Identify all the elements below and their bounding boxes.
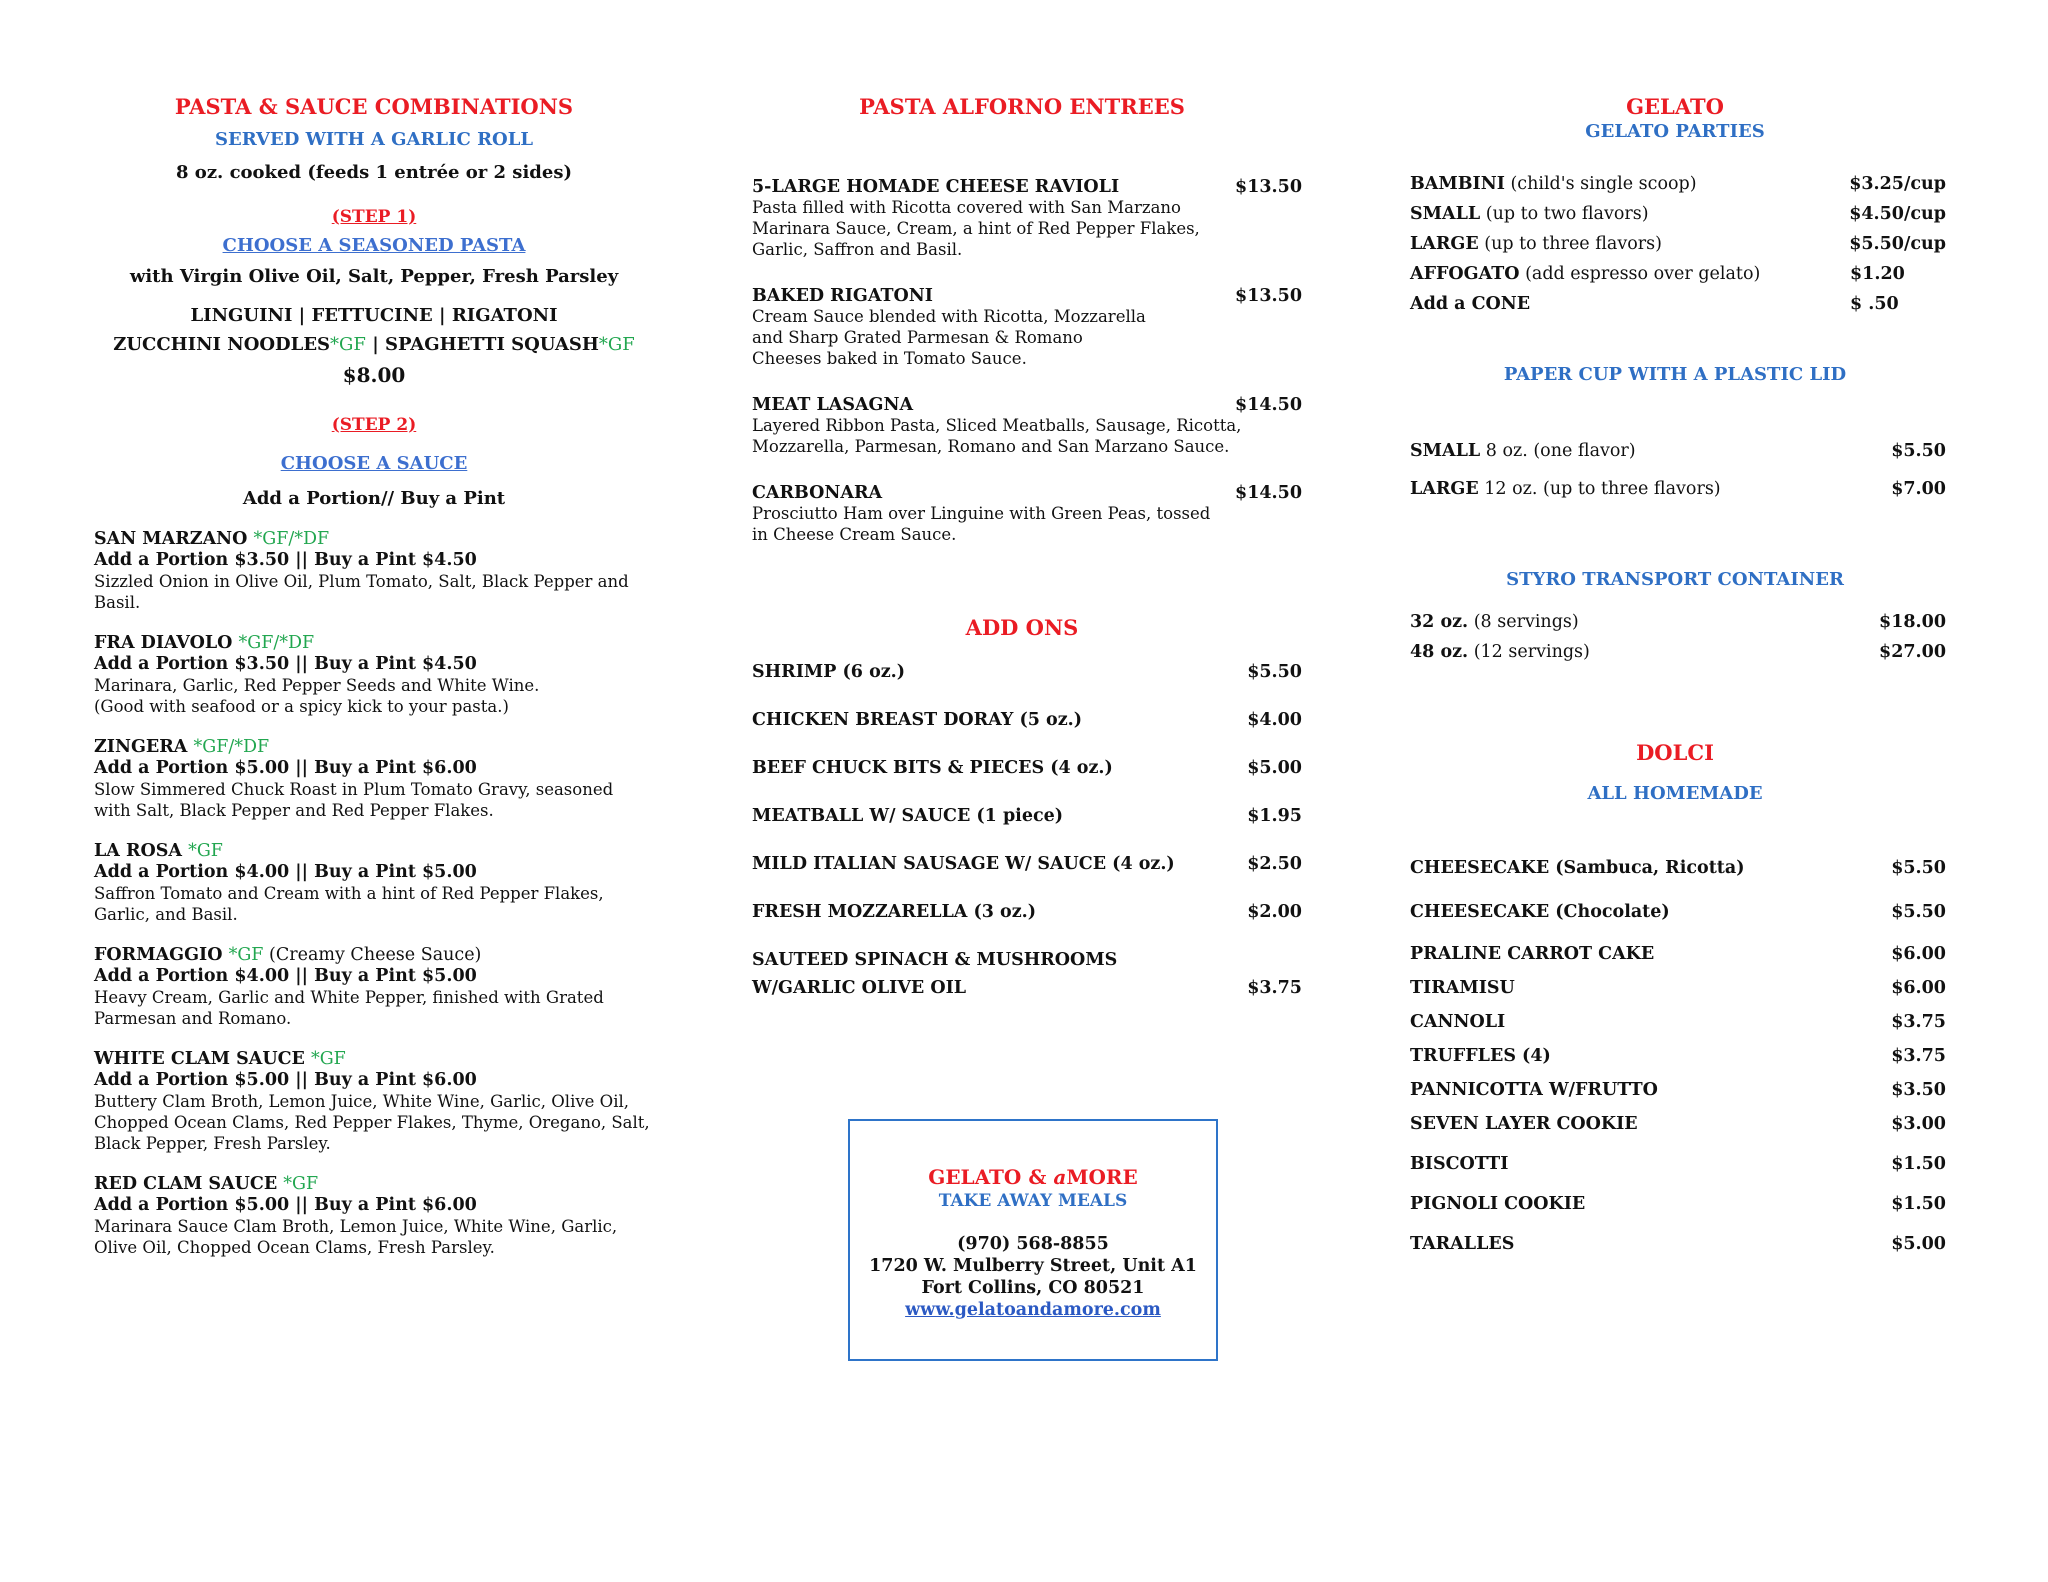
entree-item [752, 483, 1312, 545]
pasta-options-line2: ZUCCHINI NOODLES*GF | SPAGHETTI SQUASH*GF [113, 334, 635, 355]
dolci-item: CHEESECAKE (Chocolate) $5.50 [1410, 902, 1946, 922]
addon-item: MILD ITALIAN SAUSAGE W/ SAUCE (4 oz.) $2.50 [752, 854, 1302, 874]
entree-price: $14.50 [1235, 483, 1302, 503]
entree-item [752, 395, 1312, 457]
sauce-item: ZINGERA *GF/*DF Add a Portion $5.00 || Buy a Pint $6.00 Slow Simmered Chuck Roast in Plum Tomato Gravy, seasoned with Salt, Black Pepper and Red Pepper Flakes. [94, 737, 654, 821]
step1-label: (STEP 1) [331, 207, 417, 227]
dolci-item: SEVEN LAYER COOKIE $3.00 [1410, 1114, 1946, 1134]
entree-item [752, 177, 1312, 260]
scoop-item: Add a CONE $ .50 [1410, 294, 1899, 314]
entree-description: Pasta filled with Ricotta covered with San Marzano Marinara Sauce, Cream, a hint of Red Pepper Flakes, Garlic, Saffron and Basil. [752, 198, 1200, 259]
alforno-title: PASTA ALFORNO ENTREES [859, 94, 1185, 119]
sauce-description: Sizzled Onion in Olive Oil, Plum Tomato, Salt, Black Pepper and Basil. [94, 572, 629, 612]
city-address: Fort Collins, CO 80521 [921, 1278, 1145, 1298]
addon-item: SAUTEED SPINACH & MUSHROOMS [752, 950, 1118, 970]
pasta-options-line1: LINGUINI | FETTUCINE | RIGATONI [190, 305, 558, 326]
dolci-item: TIRAMISU $6.00 [1410, 978, 1946, 998]
garlic-roll-note: SERVED WITH A GARLIC ROLL [214, 129, 534, 150]
entree-list [752, 177, 1312, 545]
addon-item: FRESH MOZZARELLA (3 oz.) $2.00 [752, 902, 1302, 922]
step1-note: with Virgin Olive Oil, Salt, Pepper, Fresh Parsley [129, 266, 619, 287]
sauce-description: Marinara Sauce Clam Broth, Lemon Juice, White Wine, Garlic, Olive Oil, Chopped Ocean Clams, Fresh Parsley. [94, 1217, 618, 1257]
paper-cup-title: PAPER CUP WITH A PLASTIC LID [1503, 364, 1847, 385]
step2-label: (STEP 2) [331, 415, 417, 435]
diet-tag: *GF/*DF [193, 737, 270, 757]
diet-tag: *GF [228, 945, 264, 965]
phone-number: (970) 568-8855 [957, 1234, 1109, 1254]
addon-item: MEATBALL W/ SAUCE (1 piece) $1.95 [752, 806, 1302, 826]
styro-item: 32 oz. (8 servings) $18.00 [1410, 612, 1946, 632]
sauce-prices: Add a Portion $3.50 || Buy a Pint $4.50 [94, 550, 477, 570]
addons-title: ADD ONS [965, 615, 1079, 640]
addon-item: CHICKEN BREAST DORAY (5 oz.) $4.00 [752, 710, 1302, 730]
entree-name: BAKED RIGATONI [752, 286, 933, 306]
dolci-item: BISCOTTI $1.50 [1410, 1154, 1946, 1174]
dolci-list [1410, 858, 1970, 1254]
styro-title: STYRO TRANSPORT CONTAINER [1506, 569, 1844, 590]
gelato-column [1410, 92, 1970, 1254]
diet-tag: *GF/*DF [238, 633, 315, 653]
scoop-item: AFFOGATO (add espresso over gelato) $1.20 [1410, 264, 1905, 284]
step2-heading: CHOOSE A SAUCE [280, 453, 468, 474]
sauce-description: Heavy Cream, Garlic and White Pepper, finished with Grated Parmesan and Romano. [94, 988, 604, 1028]
contact-box [848, 1119, 1218, 1361]
sauce-description: Saffron Tomato and Cream with a hint of Red Pepper Flakes, Garlic, and Basil. [94, 884, 604, 924]
styro-item: 48 oz. (12 servings) $27.00 [1410, 642, 1946, 662]
entree-name: CARBONARA [752, 483, 883, 503]
dolci-item: CANNOLI $3.75 [1410, 1012, 1946, 1032]
contact-info [850, 1233, 1216, 1321]
gf-tag: *GF [598, 334, 635, 355]
entree-description: Prosciutto Ham over Linguine with Green Peas, tossed in Cheese Cream Sauce. [752, 504, 1211, 544]
scoop-list [1410, 174, 1970, 314]
addon-item: SHRIMP (6 oz.) $5.50 [752, 662, 1302, 682]
street-address: 1720 W. Mulberry Street, Unit A1 [869, 1256, 1197, 1276]
sauce-item: SAN MARZANO *GF/*DF Add a Portion $3.50 || Buy a Pint $4.50 Sizzled Onion in Olive Oil, Plum Tomato, Salt, Black Pepper and Basil. [94, 529, 654, 613]
dolci-item: PRALINE CARROT CAKE $6.00 [1410, 944, 1946, 964]
sauce-prices: Add a Portion $4.00 || Buy a Pint $5.00 [94, 966, 477, 986]
sauce-prices: Add a Portion $5.00 || Buy a Pint $6.00 [94, 1195, 477, 1215]
paper-cup-list [1410, 441, 1970, 499]
sauce-item: FRA DIAVOLO *GF/*DF Add a Portion $3.50 || Buy a Pint $4.50 Marinara, Garlic, Red Pepper Seeds and White Wine. (Good with seafood or a spicy kick to your pasta.) [94, 633, 654, 717]
entree-name: 5-LARGE HOMADE CHEESE RAVIOLI [752, 177, 1120, 197]
sauce-prices: Add a Portion $5.00 || Buy a Pint $6.00 [94, 758, 477, 778]
gf-tag: *GF [330, 334, 366, 355]
entree-price: $14.50 [1235, 395, 1302, 415]
size-note: 8 oz. cooked (feeds 1 entrée or 2 sides) [176, 162, 572, 183]
paper-cup-item: SMALL 8 oz. (one flavor) $5.50 [1410, 441, 1946, 461]
paper-cup-item: LARGE 12 oz. (up to three flavors) $7.00 [1410, 479, 1946, 499]
entree-name: MEAT LASAGNA [752, 395, 914, 415]
sauce-description: Marinara, Garlic, Red Pepper Seeds and White Wine. (Good with seafood or a spicy kick to your pasta.) [94, 676, 540, 716]
sauce-item: WHITE CLAM SAUCE *GF Add a Portion $5.00 || Buy a Pint $6.00 Buttery Clam Broth, Lemon Juice, White Wine, Garlic, Olive Oil, Chopped Ocean Clams, Red Pepper Flakes, Thyme, Oregano, Salt, Black Pepper, Fresh Parsley. [94, 1049, 654, 1154]
pasta-sauce-column [94, 92, 654, 1258]
scoop-item: SMALL (up to two flavors) $4.50/cup [1410, 204, 1946, 224]
entree-price: $13.50 [1235, 177, 1302, 197]
sauce-item: RED CLAM SAUCE *GF Add a Portion $5.00 || Buy a Pint $6.00 Marinara Sauce Clam Broth, Lemon Juice, White Wine, Garlic, Olive Oil, Chopped Ocean Clams, Fresh Parsley. [94, 1174, 654, 1258]
dolci-item: CHEESECAKE (Sambuca, Ricotta) $5.50 [1410, 858, 1946, 878]
pasta-sauce-title: PASTA & SAUCE COMBINATIONS [174, 94, 574, 119]
diet-tag: *GF [283, 1174, 319, 1194]
addon-list [752, 662, 1312, 998]
sauce-list [94, 529, 654, 1258]
addon-item: BEEF CHUCK BITS & PIECES (4 oz.) $5.00 [752, 758, 1302, 778]
entree-description: Cream Sauce blended with Ricotta, Mozzarella and Sharp Grated Parmesan & Romano Cheeses baked in Tomato Sauce. [752, 307, 1146, 368]
diet-tag: *GF [188, 841, 223, 861]
step1-heading: CHOOSE A SEASONED PASTA [222, 235, 526, 256]
dolci-subtitle: ALL HOMEMADE [1587, 783, 1763, 804]
alforno-column [752, 92, 1312, 1026]
entree-description: Layered Ribbon Pasta, Sliced Meatballs, Sausage, Ricotta, Mozzarella, Parmesan, Romano and San Marzano Sauce. [752, 416, 1242, 456]
sauce-description: Buttery Clam Broth, Lemon Juice, White Wine, Garlic, Olive Oil, Chopped Ocean Clams, Red Pepper Flakes, Thyme, Oregano, Salt, Black Pepper, Fresh Parsley. [94, 1092, 650, 1153]
scoop-item: BAMBINI (child's single scoop) $3.25/cup [1410, 174, 1946, 194]
box-tagline: TAKE AWAY MEALS [938, 1191, 1128, 1211]
diet-tag: *GF [310, 1049, 346, 1069]
sauce-prices: Add a Portion $5.00 || Buy a Pint $6.00 [94, 1070, 477, 1090]
step2-note: Add a Portion// Buy a Pint [242, 488, 506, 509]
dolci-item: PIGNOLI COOKIE $1.50 [1410, 1194, 1946, 1214]
dolci-title: DOLCI [1636, 740, 1714, 765]
diet-tag: *GF/*DF [253, 529, 330, 549]
sauce-prices: Add a Portion $4.00 || Buy a Pint $5.00 [94, 862, 477, 882]
dolci-item: PANNICOTTA W/FRUTTO $3.50 [1410, 1080, 1946, 1100]
sauce-item: LA ROSA *GF Add a Portion $4.00 || Buy a Pint $5.00 Saffron Tomato and Cream with a hint of Red Pepper Flakes, Garlic, and Basil. [94, 841, 654, 925]
brand-name: GELATO & aMORE [928, 1165, 1138, 1189]
scoop-item: LARGE (up to three flavors) $5.50/cup [1410, 234, 1946, 254]
dolci-item: TARALLES $5.00 [1410, 1234, 1946, 1254]
sauce-item: FORMAGGIO *GF (Creamy Cheese Sauce) Add a Portion $4.00 || Buy a Pint $5.00 Heavy Cream, Garlic and White Pepper, finished with Grated Parmesan and Romano. [94, 945, 654, 1029]
dolci-item: TRUFFLES (4) $3.75 [1410, 1046, 1946, 1066]
website-link[interactable]: www.gelatoandamore.com [905, 1300, 1161, 1320]
entree-item [752, 286, 1312, 369]
styro-list [1410, 612, 1970, 662]
sauce-description: Slow Simmered Chuck Roast in Plum Tomato Gravy, seasoned with Salt, Black Pepper and Red Pepper Flakes. [94, 780, 614, 820]
sauce-prices: Add a Portion $3.50 || Buy a Pint $4.50 [94, 654, 477, 674]
gelato-parties: GELATO PARTIES [1585, 121, 1765, 142]
entree-price: $13.50 [1235, 286, 1302, 306]
gelato-title: GELATO [1626, 94, 1724, 119]
addon-item-continued: W/GARLIC OLIVE OIL $3.75 [752, 978, 1302, 998]
pasta-price: $8.00 [342, 363, 406, 387]
